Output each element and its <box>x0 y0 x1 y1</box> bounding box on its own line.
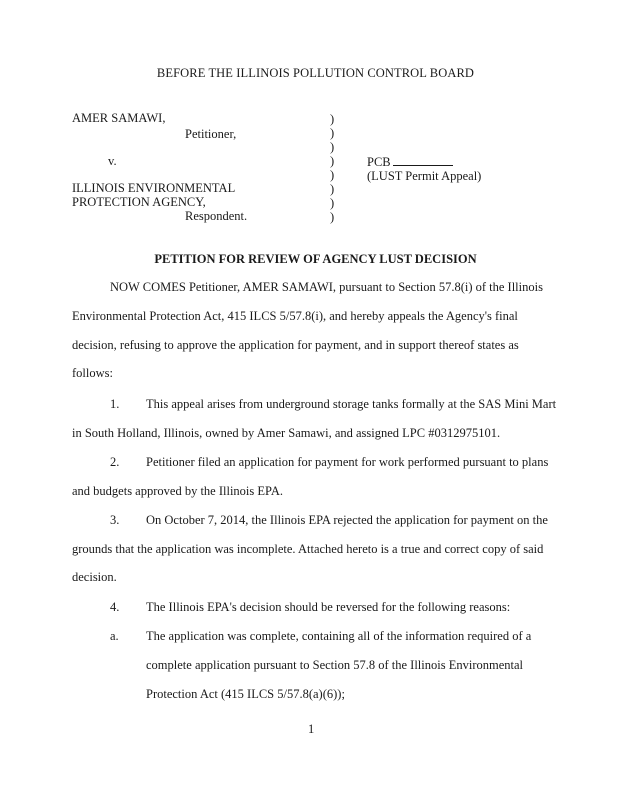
paragraph-line: This appeal arises from underground storage tanks formally at the SAS Mini Mart <box>146 397 557 411</box>
caption-paren: ) <box>330 140 335 154</box>
paragraph-line: The Illinois EPA's decision should be reversed for the following reasons: <box>146 600 511 614</box>
caption-paren: ) <box>330 182 335 196</box>
caption-paren: ) <box>330 196 335 210</box>
page-number: 1 <box>308 722 315 736</box>
paragraph-line: On October 7, 2014, the Illinois EPA rejected the application for payment on the <box>146 513 548 527</box>
reason-line: Protection Act (415 ILCS 5/57.8(a)(6)); <box>146 687 345 701</box>
respondent-role: Respondent. <box>185 209 248 223</box>
intro-line: NOW COMES Petitioner, AMER SAMAWI, pursuant to Section 57.8(i) of the Illinois <box>110 280 543 294</box>
versus: v. <box>108 154 117 168</box>
petition-title: PETITION FOR REVIEW OF AGENCY LUST DECISION <box>154 252 477 266</box>
paragraph-line: and budgets approved by the Illinois EPA. <box>72 484 283 498</box>
caption-paren: ) <box>330 112 335 126</box>
case-type: (LUST Permit Appeal) <box>367 169 482 183</box>
intro-line: Environmental Protection Act, 415 ILCS 5/57.8(i), and hereby appeals the Agency's final <box>72 309 518 323</box>
intro-line: follows: <box>72 366 113 380</box>
case-number-blank <box>393 154 453 166</box>
case-label: PCB <box>367 155 391 169</box>
paragraph-number: 1. <box>110 397 120 411</box>
board-title: BEFORE THE ILLINOIS POLLUTION CONTROL BOARD <box>156 66 475 80</box>
reason-line: complete application pursuant to Section 57.8 of the Illinois Environmental <box>146 658 524 672</box>
paragraph-number: 4. <box>110 600 120 614</box>
respondent-name-line1: ILLINOIS ENVIRONMENTAL <box>72 181 236 195</box>
caption-paren: ) <box>330 126 335 140</box>
reason-line: The application was complete, containing all of the information required of a <box>146 629 532 643</box>
paragraph-line: Petitioner filed an application for payment for work performed pursuant to plans <box>146 455 549 469</box>
caption-paren: ) <box>330 168 335 182</box>
caption-paren: ) <box>330 154 335 168</box>
petitioner-name: AMER SAMAWI, <box>72 111 166 125</box>
caption-paren: ) <box>330 210 335 224</box>
paragraph-number: 2. <box>110 455 120 469</box>
paragraph-line: grounds that the application was incomplete. Attached hereto is a true and correct copy of said <box>72 542 544 556</box>
intro-line: decision, refusing to approve the application for payment, and in support thereof states as <box>72 338 519 352</box>
petitioner-role: Petitioner, <box>185 127 237 141</box>
paragraph-line: decision. <box>72 570 117 584</box>
respondent-name-line2: PROTECTION AGENCY, <box>72 195 206 209</box>
paragraph-number: 3. <box>110 513 120 527</box>
paragraph-line: in South Holland, Illinois, owned by Amer Samawi, and assigned LPC #0312975101. <box>72 426 501 440</box>
reason-letter: a. <box>110 629 119 643</box>
